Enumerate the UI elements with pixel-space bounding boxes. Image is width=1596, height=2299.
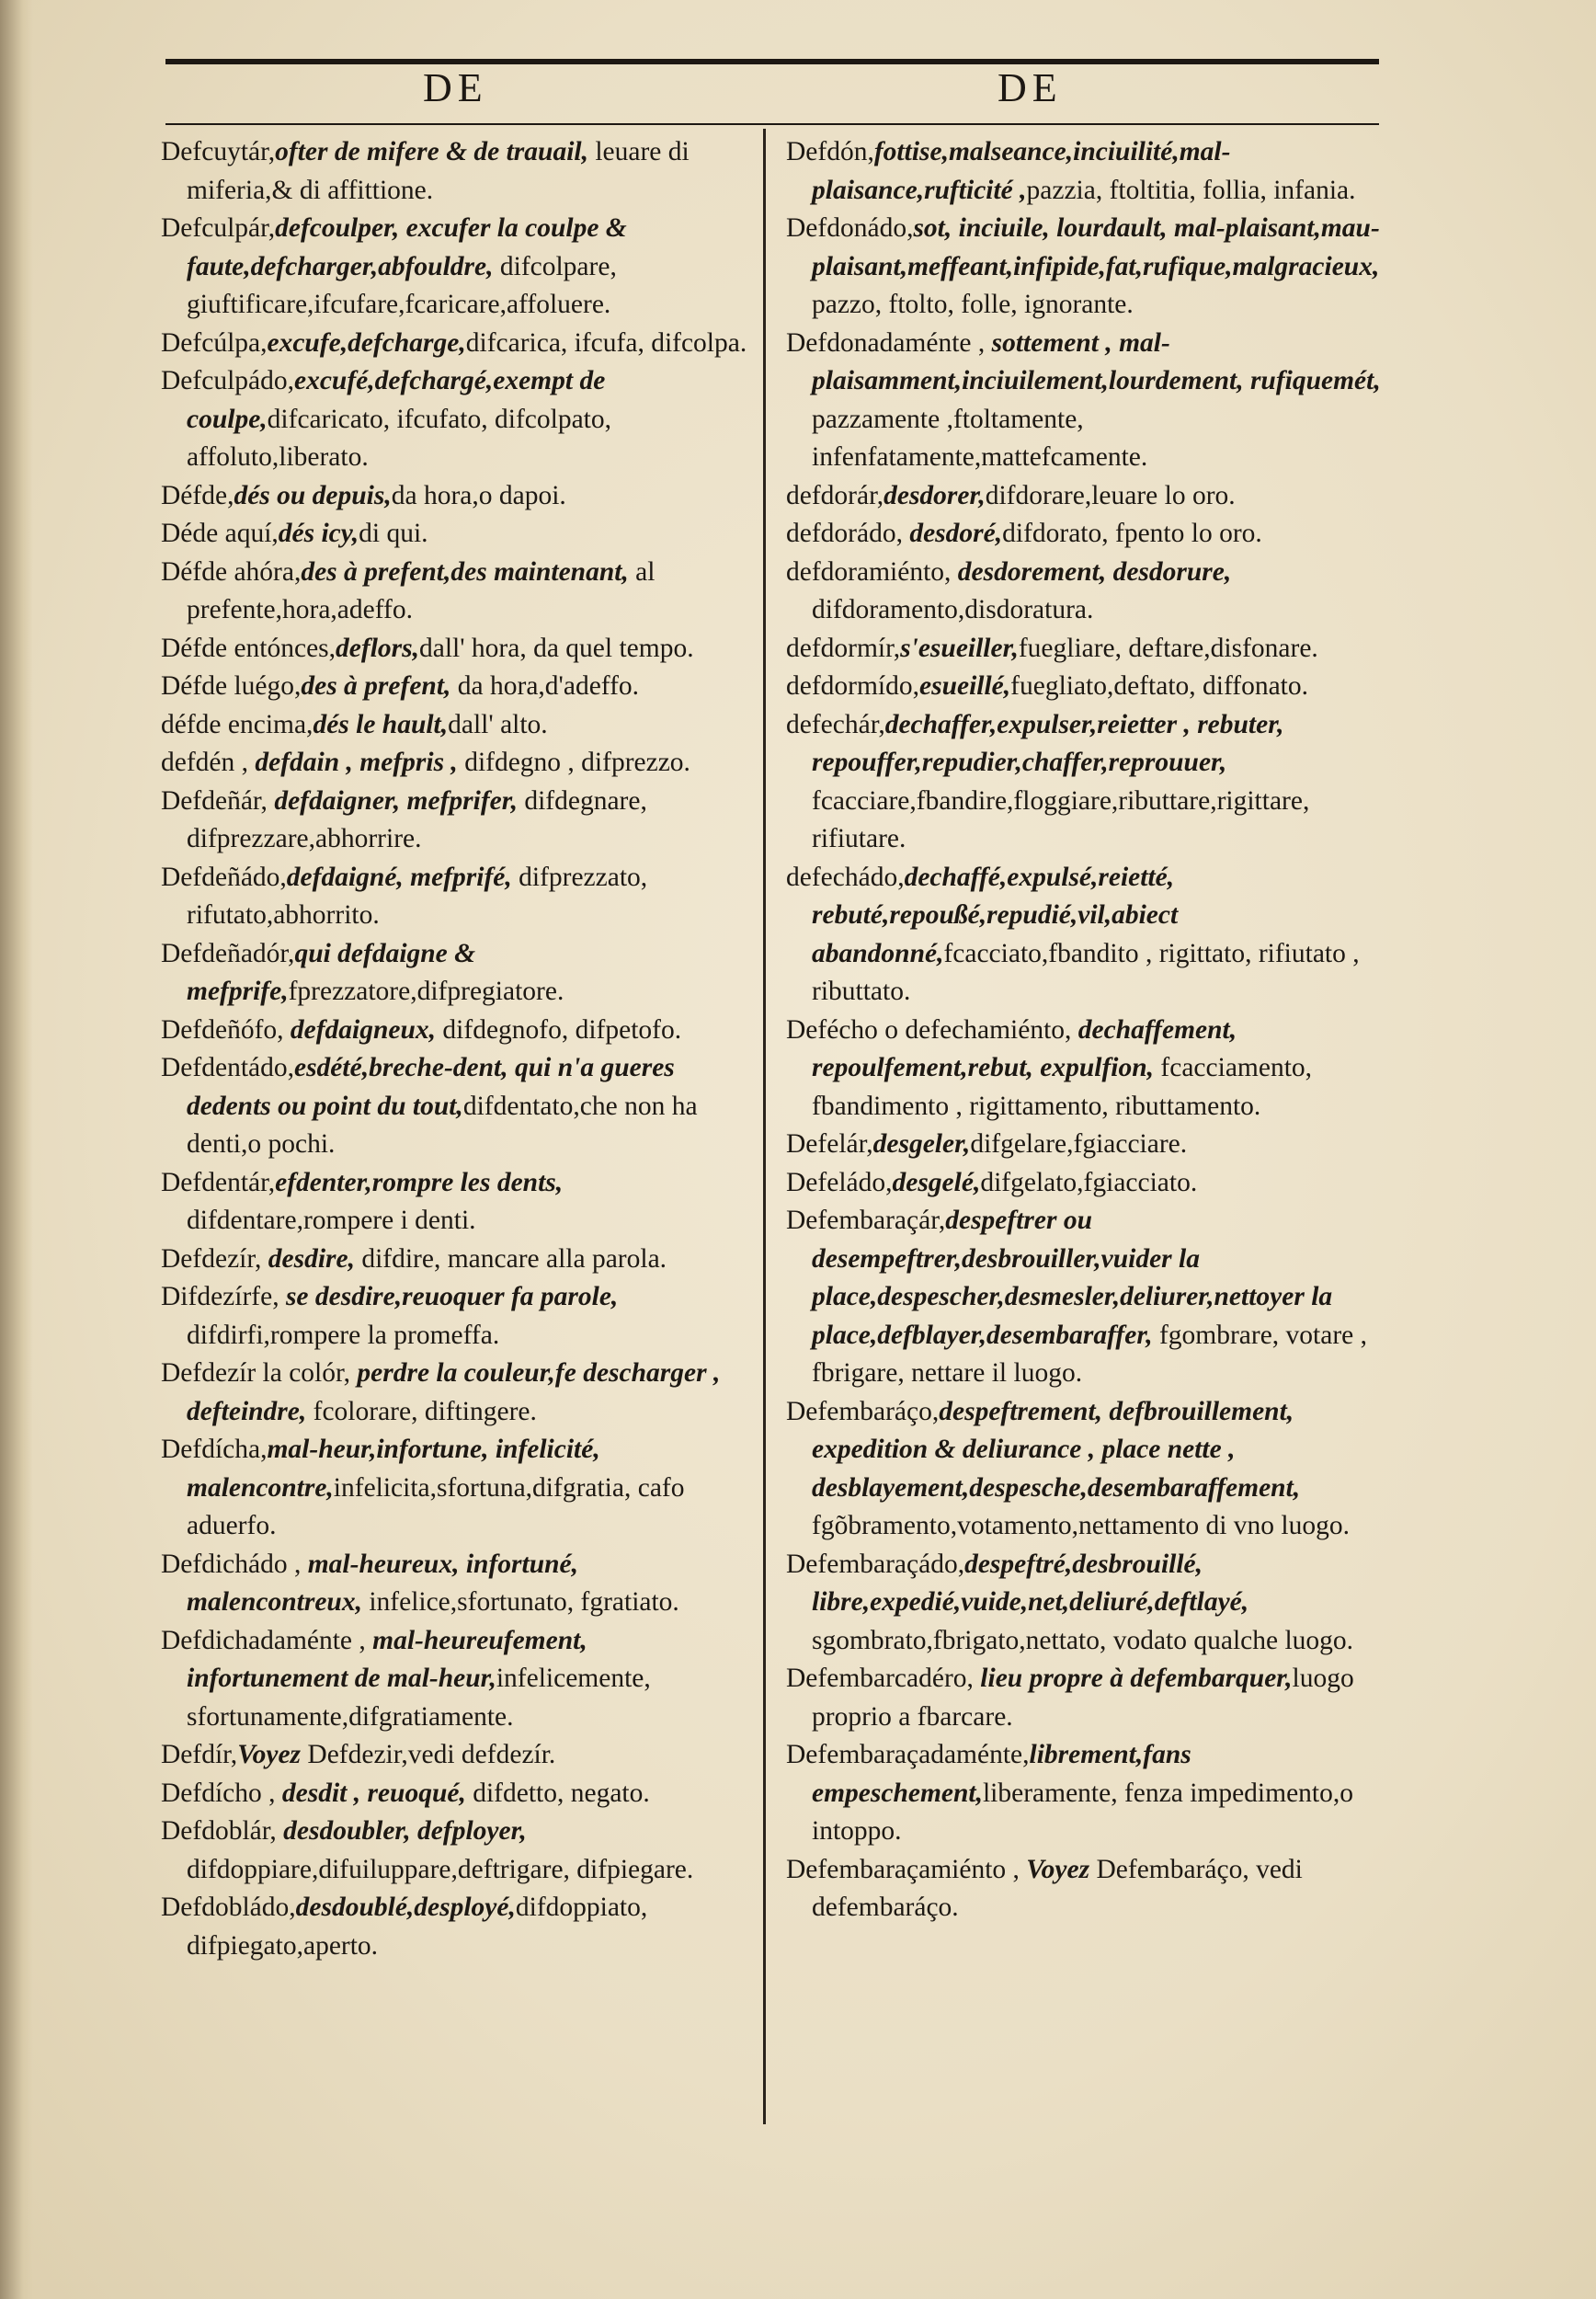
french-gloss: mal-heureufement, infortunement de mal-heur,: [187, 1625, 587, 1693]
french-gloss: efdenter,rompre les dents,: [275, 1167, 564, 1197]
italian-gloss: infelicemente, sfortunamente,difgratiamente.: [187, 1664, 651, 1732]
italian-gloss: difgelato,fgiacciato.: [980, 1167, 1198, 1197]
dictionary-entry: [161, 1164, 749, 1241]
french-gloss: defdain , mefpris ,: [248, 748, 458, 777]
dictionary-entry: [786, 1164, 1384, 1203]
running-head-left: DE: [423, 65, 488, 110]
french-gloss: des à prefent,: [301, 671, 451, 701]
top-rule: [165, 59, 1379, 64]
dictionary-entry: [161, 1622, 749, 1737]
italian-gloss: leuare di miferia,& di affittione.: [187, 137, 690, 205]
dictionary-entry: [161, 630, 749, 669]
french-gloss: desdoré,: [902, 519, 1003, 548]
dictionary-entry: [786, 1546, 1384, 1661]
italian-gloss: difdegnare, difprezzare,abhorrire.: [187, 785, 647, 853]
french-gloss: dés le hault,: [313, 709, 449, 739]
italian-gloss: liberamente, fenza impedimento,o intoppo.: [812, 1778, 1353, 1846]
dictionary-entry: [161, 133, 749, 210]
headword: defdén ,: [161, 748, 249, 777]
italian-gloss: fprezzatore,difpregiatore.: [288, 977, 564, 1006]
dictionary-entry: [161, 515, 749, 554]
headword: Defdeñadór,: [161, 938, 295, 968]
dictionary-entry: [786, 1393, 1384, 1546]
italian-gloss: difdegnofo, difpetofo.: [436, 1014, 682, 1045]
headword: Defdón,: [786, 137, 874, 166]
french-gloss: Voyez: [1019, 1854, 1090, 1884]
dictionary-entry: [786, 133, 1384, 210]
french-gloss: despeftrement, defbrouillement, expedition & deliurance , place nette , desblayement,despesche,desembaraffement,: [812, 1396, 1301, 1503]
french-gloss: qui defdaigne & mefprife,: [187, 938, 476, 1006]
headword: Defdezír la colór,: [161, 1358, 351, 1388]
headword: Défde ahóra,: [161, 556, 302, 587]
french-gloss: dechaffement, repoulfement,rebut, expulfion,: [812, 1014, 1237, 1082]
headword: Defculpádo,: [161, 366, 294, 395]
headword: Defdentár,: [161, 1167, 276, 1197]
french-gloss: dechaffer,expulser,reietter , rebuter, repouffer,repudier,chaffer,reprouuer,: [812, 709, 1284, 777]
french-gloss: desdit , reuoqué,: [275, 1778, 466, 1808]
french-gloss: despeftrer ou desempeftrer,desbrouiller,vuider la place,despescher,desmesler,deliurer,nettoyer la place,defblayer,desembaraffer,: [812, 1206, 1333, 1350]
dictionary-entry: [786, 1126, 1384, 1164]
dictionary-entry: [786, 1202, 1384, 1393]
italian-gloss: pazzo, ftolto, folle, ignorante.: [812, 290, 1134, 319]
headword: défde encima,: [161, 709, 314, 739]
french-gloss: mal-heur,infortune, infelicité, malencontre,: [187, 1435, 600, 1503]
right-column: [786, 133, 1384, 1927]
dictionary-entry: [786, 477, 1384, 516]
italian-gloss: fcacciare,fbandire,floggiare,ributtare,rigittare, rifiutare.: [812, 785, 1310, 853]
french-gloss: defdaigné, mefprifé,: [286, 862, 512, 892]
italian-gloss: infelicita,sfortuna,difgratia, cafo aduerfo.: [187, 1472, 685, 1540]
headword: Defdichádo ,: [161, 1549, 302, 1579]
headword: defechádo,: [786, 862, 905, 892]
headword: Défde,: [161, 480, 234, 510]
dictionary-entry: [161, 325, 749, 363]
headword: Defdobládo,: [161, 1893, 296, 1922]
italian-gloss: difdoppiare,difuiluppare,deftrigare, difpiegare.: [187, 1854, 694, 1884]
french-gloss: fottise,malseance,inciuilité,mal-plaisance,rufticité ,: [812, 137, 1231, 205]
headword: Defdonádo,: [786, 213, 914, 243]
italian-gloss: difdoramento,disdoratura.: [812, 595, 1094, 624]
french-gloss: desdorer,: [884, 480, 986, 510]
italian-gloss: difdegno , difprezzo.: [457, 748, 690, 777]
headword: Defcuytár,: [161, 137, 276, 166]
dictionary-entry: [786, 630, 1384, 669]
dictionary-entry: [786, 1660, 1384, 1736]
dictionary-entry: [161, 477, 749, 516]
french-gloss: perdre la couleur,fe descharger , defteindre,: [187, 1358, 721, 1426]
italian-gloss: dall' hora, da quel tempo.: [418, 633, 694, 663]
italian-gloss: difdoppiato, difpiegato,aperto.: [187, 1893, 648, 1961]
dictionary-entry: [161, 1775, 749, 1813]
italian-gloss: difcolpare, giuftificare,ifcufare,fcaricare,affoluere.: [187, 251, 617, 319]
dictionary-entry: [786, 859, 1384, 1012]
headword: Defdichadaménte ,: [161, 1625, 366, 1655]
french-gloss: esdété,breche-dent, qui n'a gueres dedents ou point du tout,: [187, 1053, 675, 1121]
italian-gloss: fgõbramento,votamento,nettamento di vno luogo.: [812, 1511, 1350, 1540]
headword: defdoramiénto,: [786, 556, 952, 587]
french-gloss: dés icy,: [278, 519, 359, 548]
french-gloss: se desdire,reuoquer fa parole,: [279, 1282, 619, 1311]
french-gloss: esueillé,: [919, 671, 1011, 701]
french-gloss: despeftré,desbrouillé, libre,expedié,vuide,net,deliuré,deftlayé,: [812, 1549, 1249, 1617]
headword: Defdícha,: [161, 1435, 268, 1464]
dictionary-entry: [161, 1736, 749, 1775]
french-gloss: desgelé,: [892, 1167, 981, 1197]
dictionary-entry: [161, 1355, 749, 1431]
headword: Defdoblár,: [161, 1816, 277, 1846]
french-gloss: lieu propre à defembarquer,: [973, 1664, 1293, 1693]
dictionary-entry: [161, 1889, 749, 1965]
italian-gloss: fcacciato,fbandito , rigittato, rifiutato , ributtato.: [812, 938, 1360, 1006]
headword: Defculpár,: [161, 213, 276, 243]
column-divider: [763, 129, 766, 2124]
headword: Defembaraçadaménte,: [786, 1740, 1030, 1769]
dictionary-entry: [786, 210, 1384, 325]
italian-gloss: Defembaráço, vedi defembaráço.: [812, 1854, 1303, 1922]
headword: Defdeñár,: [161, 785, 268, 816]
headword: Defembarcadéro,: [786, 1664, 974, 1693]
dictionary-entry: [161, 706, 749, 745]
italian-gloss: pazzia, ftoltitia, follia, infania.: [1026, 175, 1356, 205]
headword: Defdícho ,: [161, 1778, 276, 1808]
dictionary-entry: [786, 554, 1384, 630]
italian-gloss: sgombrato,fbrigato,nettato, vodato qualche luogo.: [812, 1625, 1354, 1655]
italian-gloss: difgelare,fgiacciare.: [970, 1129, 1188, 1159]
dictionary-entry: [161, 1049, 749, 1164]
dictionary-entry: [161, 554, 749, 630]
dictionary-entry: [161, 1241, 749, 1279]
italian-gloss: fcacciamento, fbandimento , rigittamento, ributtamento.: [812, 1053, 1313, 1121]
headword: Defdonadaménte ,: [786, 327, 986, 358]
headword: Difdezírfe,: [161, 1282, 279, 1311]
headword: Defelár,: [786, 1129, 873, 1159]
italian-gloss: pazzamente ,ftoltamente, infenfatamente,mattefcamente.: [812, 404, 1148, 472]
french-gloss: excufé,defchargé,exempt de coulpe,: [187, 366, 606, 434]
french-gloss: desdorement, desdorure,: [951, 556, 1232, 587]
left-column: [161, 133, 749, 1965]
italian-gloss: fuegliare, deftare,disfonare.: [1018, 633, 1318, 663]
french-gloss: defdaigneux,: [283, 1014, 437, 1045]
italian-gloss: fgombrare, votare , fbrigare, nettare il luogo.: [812, 1320, 1368, 1388]
dictionary-entry: [161, 1546, 749, 1622]
dictionary-entry: [161, 1012, 749, 1050]
headword: defechár,: [786, 709, 885, 739]
dictionary-entry: [786, 1851, 1384, 1927]
headword: Defdír,: [161, 1740, 238, 1769]
italian-gloss: difdirfi,rompere la promeffa.: [187, 1320, 500, 1350]
italian-gloss: difdentare,rompere i denti.: [187, 1206, 476, 1235]
italian-gloss: difcarica, ifcufa, difcolpa.: [465, 327, 747, 358]
italian-gloss: difprezzato, rifutato,abhorrito.: [187, 862, 648, 930]
dictionary-entry: [161, 1431, 749, 1546]
french-gloss: mal-heureux, infortuné, malencontreux,: [187, 1549, 578, 1617]
headword: defdorádo,: [786, 519, 903, 548]
italian-gloss: difdorare,leuare lo oro.: [985, 480, 1236, 510]
headword: Defcúlpa,: [161, 327, 268, 358]
french-gloss: excufe,defcharge,: [267, 327, 466, 358]
french-gloss: desgeler,: [872, 1129, 971, 1159]
italian-gloss: Defdezir,vedi defdezír.: [301, 1740, 556, 1769]
gutter-shadow: [0, 0, 33, 2299]
french-gloss: librement,fans empeschement,: [812, 1740, 1191, 1808]
italian-gloss: al prefente,hora,adeffo.: [187, 556, 656, 624]
headword: Defdeñófo,: [161, 1014, 284, 1045]
dictionary-entry: [161, 744, 749, 783]
dictionary-entry: [786, 1736, 1384, 1851]
italian-gloss: fcolorare, diftingere.: [306, 1396, 537, 1426]
italian-gloss: di qui.: [359, 519, 428, 548]
dictionary-entry: [786, 325, 1384, 477]
dictionary-entry: [161, 783, 749, 859]
dictionary-entry: [161, 1278, 749, 1355]
dictionary-entry: [161, 1813, 749, 1889]
french-gloss: desdire,: [261, 1243, 355, 1274]
headword: Défde luégo,: [161, 671, 302, 701]
headword: Defembaráço,: [786, 1396, 940, 1426]
headword: defdormído,: [786, 671, 920, 701]
headword: Defeládo,: [786, 1167, 893, 1197]
french-gloss: dés ou depuis,: [234, 480, 392, 510]
italian-gloss: difdire, mancare alla parola.: [354, 1243, 667, 1274]
italian-gloss: dall' alto.: [448, 709, 548, 739]
italian-gloss: fuegliato,deftato, diffonato.: [1010, 671, 1309, 701]
dictionary-entry: [786, 706, 1384, 859]
italian-gloss: da hora,o dapoi.: [391, 480, 566, 510]
italian-gloss: difdentato,che non ha denti,o pochi.: [187, 1091, 698, 1159]
italian-gloss: difdetto, negato.: [465, 1778, 650, 1808]
french-gloss: defcoulper, excufer la coulpe & faute,defcharger,abfouldre,: [187, 213, 627, 281]
french-gloss: desdoublé,desployé,: [295, 1893, 516, 1922]
headword: Deféchο o defechamiénto,: [786, 1014, 1072, 1045]
dictionary-entry: [786, 1012, 1384, 1127]
french-gloss: defdaigner, mefprifer,: [267, 785, 518, 816]
headword: Defdezír,: [161, 1243, 262, 1274]
dictionary-entry: [161, 668, 749, 706]
dictionary-entry: [161, 362, 749, 477]
headword: Defembaraçár,: [786, 1206, 946, 1235]
italian-gloss: luogo proprio a fbarcare.: [812, 1664, 1354, 1732]
headword: Defdentádo,: [161, 1053, 294, 1082]
dictionary-entry: [786, 515, 1384, 554]
french-gloss: sottement , mal-plaisamment,inciuilement,lourdement, rufiquemét,: [812, 327, 1381, 395]
french-gloss: sot, inciuile, lourdault, mal-plaisant,mau-plaisant,meffeant,infipide,fat,rufique,malgracieux,: [812, 213, 1380, 281]
headword: defdorár,: [786, 480, 884, 510]
dictionary-entry: [786, 668, 1384, 706]
italian-gloss: difdorato, fpento lo oro.: [1002, 519, 1262, 548]
italian-gloss: infelice,sfortunato, fgratiato.: [361, 1587, 679, 1617]
headword: Defdeñádo,: [161, 862, 287, 892]
running-head-right: DE: [998, 65, 1063, 110]
italian-gloss: difcaricato, ifcufato, difcolpato, affoluto,liberato.: [187, 404, 611, 472]
french-gloss: dechaffé,expulsé,reietté, rebuté,repoußé,repudié,vil,abiect abandonné,: [812, 862, 1179, 968]
header-rule: [165, 123, 1379, 125]
french-gloss: ofter de mifere & de trauail,: [275, 137, 588, 166]
french-gloss: deflors,: [336, 633, 419, 663]
french-gloss: Voyez: [237, 1740, 302, 1769]
french-gloss: s'esueiller,: [900, 633, 1019, 663]
headword: Defembaraçamiénto ,: [786, 1854, 1020, 1884]
headword: defdormír,: [786, 633, 901, 663]
italian-gloss: da hora,d'adeffo.: [450, 671, 640, 701]
dictionary-entry: [161, 935, 749, 1012]
headword: Défde entónces,: [161, 633, 336, 663]
headword: Déde aquí,: [161, 519, 279, 548]
dictionary-entry: [161, 859, 749, 935]
headword: Defembaraçádo,: [786, 1549, 965, 1579]
french-gloss: des à prefent,des maintenant,: [301, 556, 629, 587]
dictionary-entry: [161, 210, 749, 325]
french-gloss: desdoubler, defployer,: [276, 1816, 527, 1846]
